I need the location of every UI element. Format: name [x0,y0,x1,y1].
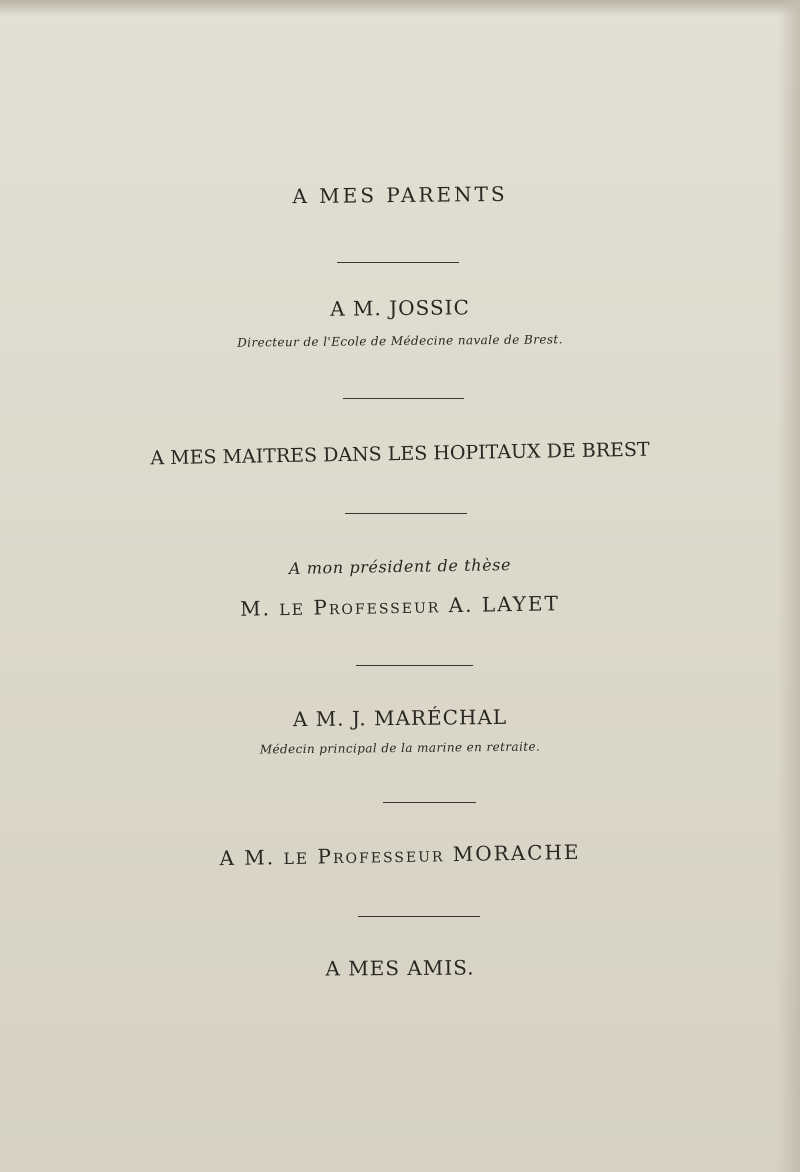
dedication-jossic: A M. JOSSIC [330,295,470,321]
president-intro: A mon président de thèse [288,555,512,578]
president-le: LE [279,600,306,620]
president-surname: A. LAYET [448,591,561,618]
divider-1 [337,262,459,263]
divider-3 [345,513,467,514]
dedication-marechal: A M. J. MARÉCHAL [292,704,508,732]
dedication-amis: A MES AMIS. [325,955,475,981]
dedication-morache [0,836,800,874]
morache-surname: MORACHE [452,839,581,867]
divider-4 [356,665,473,666]
marechal-title: Médecin principal de la marine en retraite. [259,739,541,757]
dedication-maitres: A MES MAITRES DANS LES HOPITAUX DE BREST [150,438,650,470]
president-professeur: Professeur [313,593,441,620]
divider-5 [383,802,476,803]
divider-2 [343,398,464,399]
jossic-title: Directeur de l'Ecole de Médecine navale de Brest. [237,332,563,350]
morache-prefix: A M. [219,845,276,871]
morache-le: LE [283,849,310,869]
president-prefix: M. [239,596,272,621]
page-top-edge-shadow [0,0,800,16]
page-right-edge-shadow [778,0,800,1172]
morache-professeur: Professeur [317,842,445,869]
divider-6 [358,916,480,917]
dedication-parents: A MES PARENTS [292,181,508,209]
president-name-line [0,587,800,625]
